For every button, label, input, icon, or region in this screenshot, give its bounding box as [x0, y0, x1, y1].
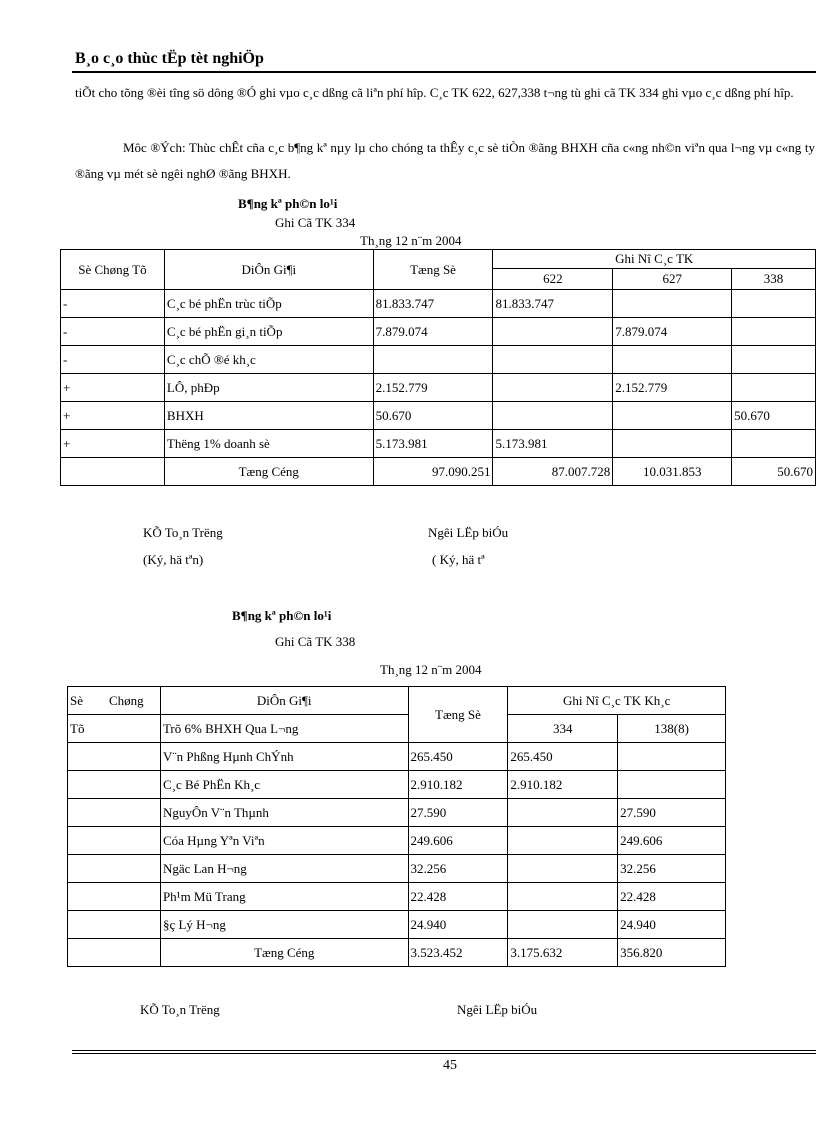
table2-cell: Ph¹m Mü Trang [160, 883, 408, 911]
table2-cell: 249.606 [618, 827, 726, 855]
table2-cell [68, 799, 161, 827]
table1-row [61, 318, 816, 346]
signature2-prepared-by: Ngêi LËp biÓu [457, 1002, 538, 1017]
table1-header-622: 622 [493, 269, 613, 290]
table1-cell [493, 402, 613, 430]
table1-cell [493, 374, 613, 402]
table2-cell [68, 911, 161, 939]
table2-header-description: DiÔn Gi¶i [160, 687, 408, 715]
table2-header-doc-number: Sè Chøng [68, 687, 161, 715]
table1-cell [493, 318, 613, 346]
table2-row [68, 827, 726, 855]
table2-cell [618, 771, 726, 799]
table2-cell: V¨n Phßng Hµnh ChÝnh [160, 743, 408, 771]
table1-row [61, 402, 816, 430]
signature1-chief-note: (Ký, hä tªn) [143, 552, 204, 567]
table1-cell [732, 374, 816, 402]
table2-cell: Cóa Hµng Yªn Viªn [160, 827, 408, 855]
table1-header-doc-number: Sè Chøng Tõ [61, 250, 165, 290]
table2-cell: 27.590 [618, 799, 726, 827]
table1-cell: BHXH [164, 402, 373, 430]
table1-cell [373, 346, 493, 374]
table1-header-debit-group: Ghi Nî C¸c TK [493, 250, 816, 269]
table1-cell [613, 402, 732, 430]
table2-cell: 2.910.182 [408, 771, 508, 799]
table2-row [68, 799, 726, 827]
table1-cell: 81.833.747 [493, 290, 613, 318]
table2-total-label: Tæng Céng [160, 939, 408, 967]
table1-cell: C¸c chÕ ®é kh¸c [164, 346, 373, 374]
table2-cell [618, 743, 726, 771]
table2-header-doc-number-cont: Tõ [68, 715, 161, 743]
table1-total-cell: 87.007.728 [493, 458, 613, 486]
table1-cell: + [61, 374, 165, 402]
table1-cell: - [61, 346, 165, 374]
table2-cell [508, 799, 618, 827]
table2-header-1388: 138(8) [618, 715, 726, 743]
table1-title: B¶ng kª ph©n lo¹i [238, 196, 338, 211]
table2-cell [508, 827, 618, 855]
table1-cell [493, 346, 613, 374]
table2-total-row [68, 939, 726, 967]
table1-subtitle: Ghi Cã TK 334 [275, 215, 356, 230]
table1-cell: 7.879.074 [613, 318, 732, 346]
table1-total-row [61, 458, 816, 486]
table1-cell: 5.173.981 [493, 430, 613, 458]
page-header-title: B¸o c¸o thùc tËp tèt nghiÖp [75, 50, 264, 67]
table1-total-cell [61, 458, 165, 486]
table1-cell: 2.152.779 [373, 374, 493, 402]
footer-divider-secondary [72, 1053, 816, 1054]
table2-row [68, 911, 726, 939]
table1-cell: + [61, 430, 165, 458]
signature1-prepared-note: ( Ký, hä tª [432, 552, 485, 567]
table1-cell: 50.670 [732, 402, 816, 430]
table1-cell [732, 290, 816, 318]
table2-cell: 24.940 [618, 911, 726, 939]
table2-cell [68, 743, 161, 771]
signature2-chief-accountant: KÕ To¸n Trëng [140, 1002, 220, 1017]
table1-cell: LÔ, phÐp [164, 374, 373, 402]
table2-cell: 265.450 [408, 743, 508, 771]
table2-cell [68, 771, 161, 799]
table1-cell [732, 318, 816, 346]
table1-cell [732, 346, 816, 374]
table2-title: B¶ng kª ph©n lo¹i [232, 608, 332, 623]
table1-cell: - [61, 290, 165, 318]
table1-cell [613, 346, 732, 374]
table2-total-cell: 3.175.632 [508, 939, 618, 967]
table2-cell: 2.910.182 [508, 771, 618, 799]
table1 [60, 249, 816, 486]
signature1-prepared-by: Ngêi LËp biÓu [428, 525, 509, 540]
footer-divider [72, 1050, 816, 1051]
table1-header-total: Tæng Sè [373, 250, 493, 290]
table2-row [68, 743, 726, 771]
table1-cell: - [61, 318, 165, 346]
table1-header-627: 627 [613, 269, 732, 290]
header-divider [72, 71, 816, 73]
table1-cell: 81.833.747 [373, 290, 493, 318]
table1-cell: 2.152.779 [613, 374, 732, 402]
table1-header-338: 338 [732, 269, 816, 290]
table1-header-description: DiÔn Gi¶i [164, 250, 373, 290]
table1-row [61, 430, 816, 458]
table2-cell: Ngäc Lan H¬ng [160, 855, 408, 883]
table2-row [68, 883, 726, 911]
table1-row [61, 346, 816, 374]
table2-cell [508, 911, 618, 939]
table1-cell: 50.670 [373, 402, 493, 430]
table2-header-total: Tæng Sè [408, 687, 508, 743]
table2-cell: C¸c Bé PhËn Kh¸c [160, 771, 408, 799]
table2-cell: 249.606 [408, 827, 508, 855]
table2-subtitle: Ghi Cã TK 338 [275, 634, 356, 649]
table2-cell: §ç Lý H¬ng [160, 911, 408, 939]
table2-row [68, 771, 726, 799]
table2-cell: 32.256 [618, 855, 726, 883]
table2-header-deduction: Trõ 6% BHXH Qua L¬ng [160, 715, 408, 743]
signature1-chief-accountant: KÕ To¸n Trëng [143, 525, 223, 540]
table2-cell [68, 827, 161, 855]
table2 [67, 686, 726, 967]
table1-cell: + [61, 402, 165, 430]
table2-cell [508, 883, 618, 911]
table2-cell: 24.940 [408, 911, 508, 939]
table2-header-debit-group: Ghi Nî C¸c TK Kh¸c [508, 687, 726, 715]
table1-cell: 7.879.074 [373, 318, 493, 346]
table2-cell [68, 855, 161, 883]
table2-cell: NguyÔn V¨n Thµnh [160, 799, 408, 827]
table1-row [61, 374, 816, 402]
table1-total-cell: 10.031.853 [613, 458, 732, 486]
table2-row [68, 855, 726, 883]
intro-paragraph-2: Môc ®Ých: Thùc chÊt cña c¸c b¶ng kª nµy lµ cho chóng ta thÊy c¸c sè tiÒn ®ãng BHXH cña c«ng nh©n viªn qua l¬ng vµ c«ng ty ®ãng vµ mét sè ngêi nghØ ®ãng BHXH. [75, 140, 815, 181]
page-number: 45 [443, 1058, 457, 1073]
table2-date: Th¸ng 12 n¨m 2004 [380, 662, 482, 677]
table1-total-label: Tæng Céng [164, 458, 373, 486]
table1-total-cell: 97.090.251 [373, 458, 493, 486]
table2-cell: 22.428 [618, 883, 726, 911]
table2-cell [508, 855, 618, 883]
table1-cell: C¸c bé phËn trùc tiÕp [164, 290, 373, 318]
table1-cell: Thëng 1% doanh sè [164, 430, 373, 458]
table1-total-cell: 50.670 [732, 458, 816, 486]
table2-cell: 32.256 [408, 855, 508, 883]
table1-cell: 5.173.981 [373, 430, 493, 458]
table2-total-cell: 3.523.452 [408, 939, 508, 967]
intro-paragraph-1: tiÕt cho tõng ®èi tîng sö dông ®Ó ghi vµo c¸c dßng cã liªn phí hîp. C¸c TK 622, 627,338 t¬ng tù ghi cã TK 334 ghi vµo c¸c dßng phí hîp. [75, 85, 794, 100]
table1-date: Th¸ng 12 n¨m 2004 [360, 233, 462, 248]
table2-cell: 27.590 [408, 799, 508, 827]
table2-header-334: 334 [508, 715, 618, 743]
table2-cell: 22.428 [408, 883, 508, 911]
table1-cell [732, 430, 816, 458]
table2-total-cell [68, 939, 161, 967]
table1-cell [613, 430, 732, 458]
table2-cell [68, 883, 161, 911]
table1-cell: C¸c bé phËn gi¸n tiÕp [164, 318, 373, 346]
table2-total-cell: 356.820 [618, 939, 726, 967]
table2-cell: 265.450 [508, 743, 618, 771]
table1-cell [613, 290, 732, 318]
table1-row [61, 290, 816, 318]
